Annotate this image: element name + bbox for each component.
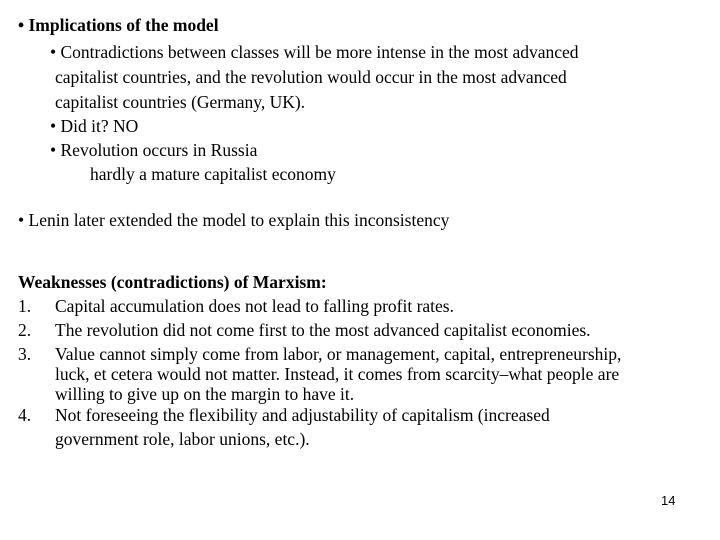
bullet-lenin: • Lenin later extended the model to explain this inconsistency: [18, 210, 450, 230]
list-item-line: Not foreseeing the flexibility and adjustability of capitalism (increased: [55, 405, 550, 425]
bullet-contradictions-line1: • Contradictions between classes will be more intense in the most advanced: [50, 42, 579, 62]
list-item-line: The revolution did not come first to the most advanced capitalist economies.: [55, 320, 591, 340]
list-number: 2.: [18, 320, 32, 340]
list-item-line: luck, et cetera would not matter. Instead, it comes from scarcity–what people are: [55, 364, 620, 384]
bullet-contradictions-line2: capitalist countries, and the revolution would occur in the most advanced: [55, 67, 567, 87]
list-item-line: Value cannot simply come from labor, or management, capital, entrepreneurship,: [55, 344, 622, 364]
list-item-line: government role, labor unions, etc.).: [55, 429, 310, 449]
weaknesses-title: Weaknesses (contradictions) of Marxism:: [18, 272, 327, 292]
page-number: 14: [661, 493, 676, 508]
sub-mature-economy: hardly a mature capitalist economy: [90, 164, 336, 184]
list-number: 1.: [18, 296, 32, 316]
bullet-did-it: • Did it? NO: [50, 116, 139, 136]
list-item-line: Capital accumulation does not lead to falling profit rates.: [55, 296, 454, 316]
bullet-contradictions-line3: capitalist countries (Germany, UK).: [55, 92, 306, 112]
list-number: 3.: [18, 344, 32, 364]
bullet-revolution: • Revolution occurs in Russia: [50, 140, 258, 160]
list-item-line: willing to give up on the margin to have it.: [55, 384, 355, 404]
heading-implications: • Implications of the model: [18, 15, 219, 35]
list-number: 4.: [18, 405, 32, 425]
